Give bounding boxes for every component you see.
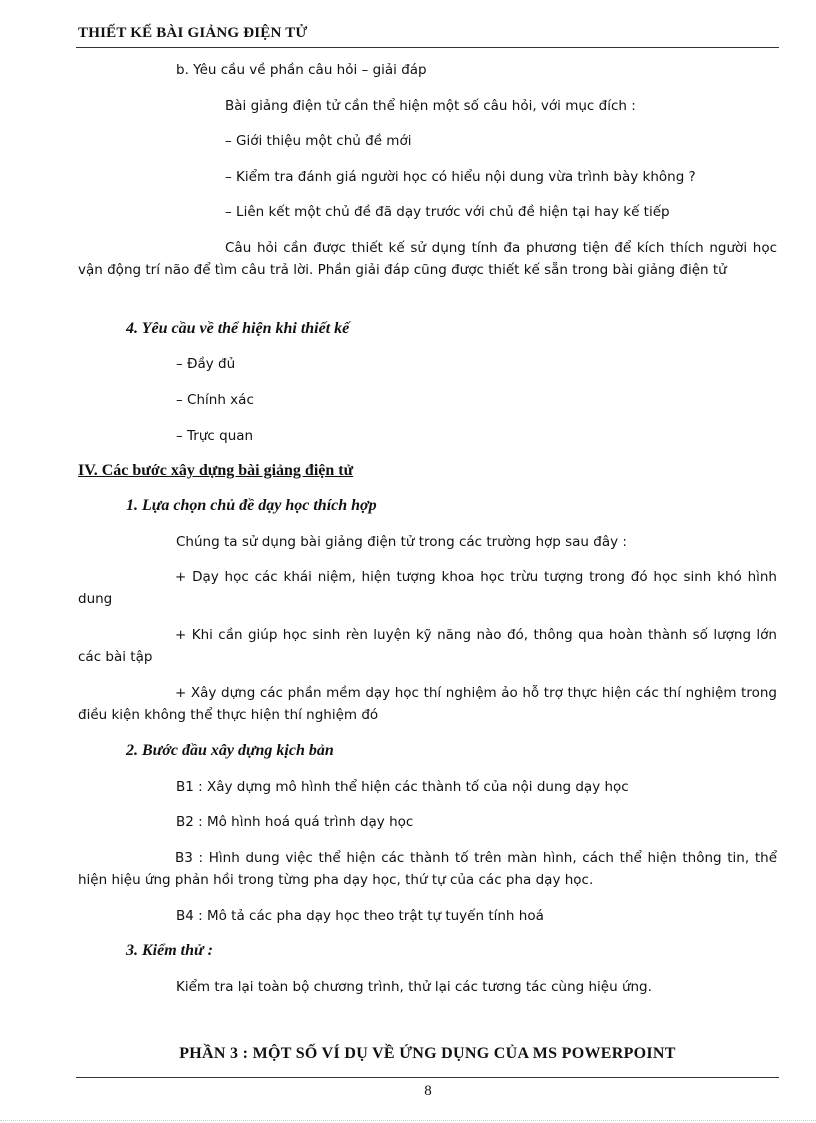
part-3-title: PHẦN 3 : MỘT SỐ VÍ DỤ VỀ ỨNG DỤNG CỦA MS POWERPOINT [179,1045,676,1062]
step-1-paragraph-3: + Xây dựng các phần mềm dạy học thí nghiệm ảo hỗ trợ thực hiện các thí nghiệm trong điều kiện không thể thực hiện thí nghiệm đó [78,685,777,723]
step-2-b4: B4 : Mô tả các pha dạy học theo trật tự tuyến tính hoá [176,908,544,924]
footer-rule [76,1077,779,1078]
page-number: 8 [424,1083,432,1099]
step-1-paragraph-2: + Khi cần giúp học sinh rèn luyện kỹ năng nào đó, thông qua hoàn thành số lượng lớn các bài tập [78,627,777,665]
s4-item-2: – Chính xác [176,392,254,408]
b-heading: b. Yêu cầu về phần câu hỏi – giải đáp [176,62,427,78]
step-1-intro: Chúng ta sử dụng bài giảng điện tử trong các trường hợp sau đây : [176,534,627,550]
s4-item-3: – Trực quan [176,428,254,444]
step-3-heading: 3. Kiểm thử : [126,942,213,959]
step-2-b3: B3 : Hình dung việc thể hiện các thành tố trên màn hình, cách thể hiện thông tin, thể hiện hiệu ứng phản hồi trong từng pha dạy học, thứ tự của các pha dạy học. [78,850,777,888]
page-header-title: THIẾT KẾ BÀI GIẢNG ĐIỆN TỬ [78,25,308,41]
step-3-text: Kiểm tra lại toàn bộ chương trình, thử lại các tương tác cùng hiệu ứng. [176,979,652,995]
b-item-1: – Giới thiệu một chủ đề mới [225,133,412,149]
step-1-heading: 1. Lựa chọn chủ đề dạy học thích hợp [126,497,377,514]
section-iv-heading: IV. Các bước xây dựng bài giảng điện tử [78,462,354,479]
b-paragraph: Câu hỏi cần được thiết kế sử dụng tính đa phương tiện để kích thích người học vận động trí não để tìm câu trả lời. Phần giải đáp cũng được thiết kế sẵn trong bài giảng điện tử [78,240,777,278]
page-edge-divider [0,1120,816,1121]
s4-item-1: – Đầy đủ [176,356,236,372]
b-item-2: – Kiểm tra đánh giá người học có hiểu nội dung vừa trình bày không ? [225,169,696,185]
b-item-3: – Liên kết một chủ đề đã dạy trước với chủ đề hiện tại hay kế tiếp [225,204,670,220]
step-2-b2: B2 : Mô hình hoá quá trình dạy học [176,814,414,830]
header-rule [76,47,779,48]
step-1-paragraph-1: + Dạy học các khái niệm, hiện tượng khoa học trừu tượng trong đó học sinh khó hình dung [78,569,777,607]
step-2-heading: 2. Bước đầu xây dựng kịch bản [126,742,334,759]
b-intro: Bài giảng điện tử cần thể hiện một số câu hỏi, với mục đích : [225,98,636,114]
step-2-b1: B1 : Xây dựng mô hình thể hiện các thành tố của nội dung dạy học [176,779,629,795]
section-4-heading: 4. Yêu cầu về thể hiện khi thiết kế [126,320,350,337]
